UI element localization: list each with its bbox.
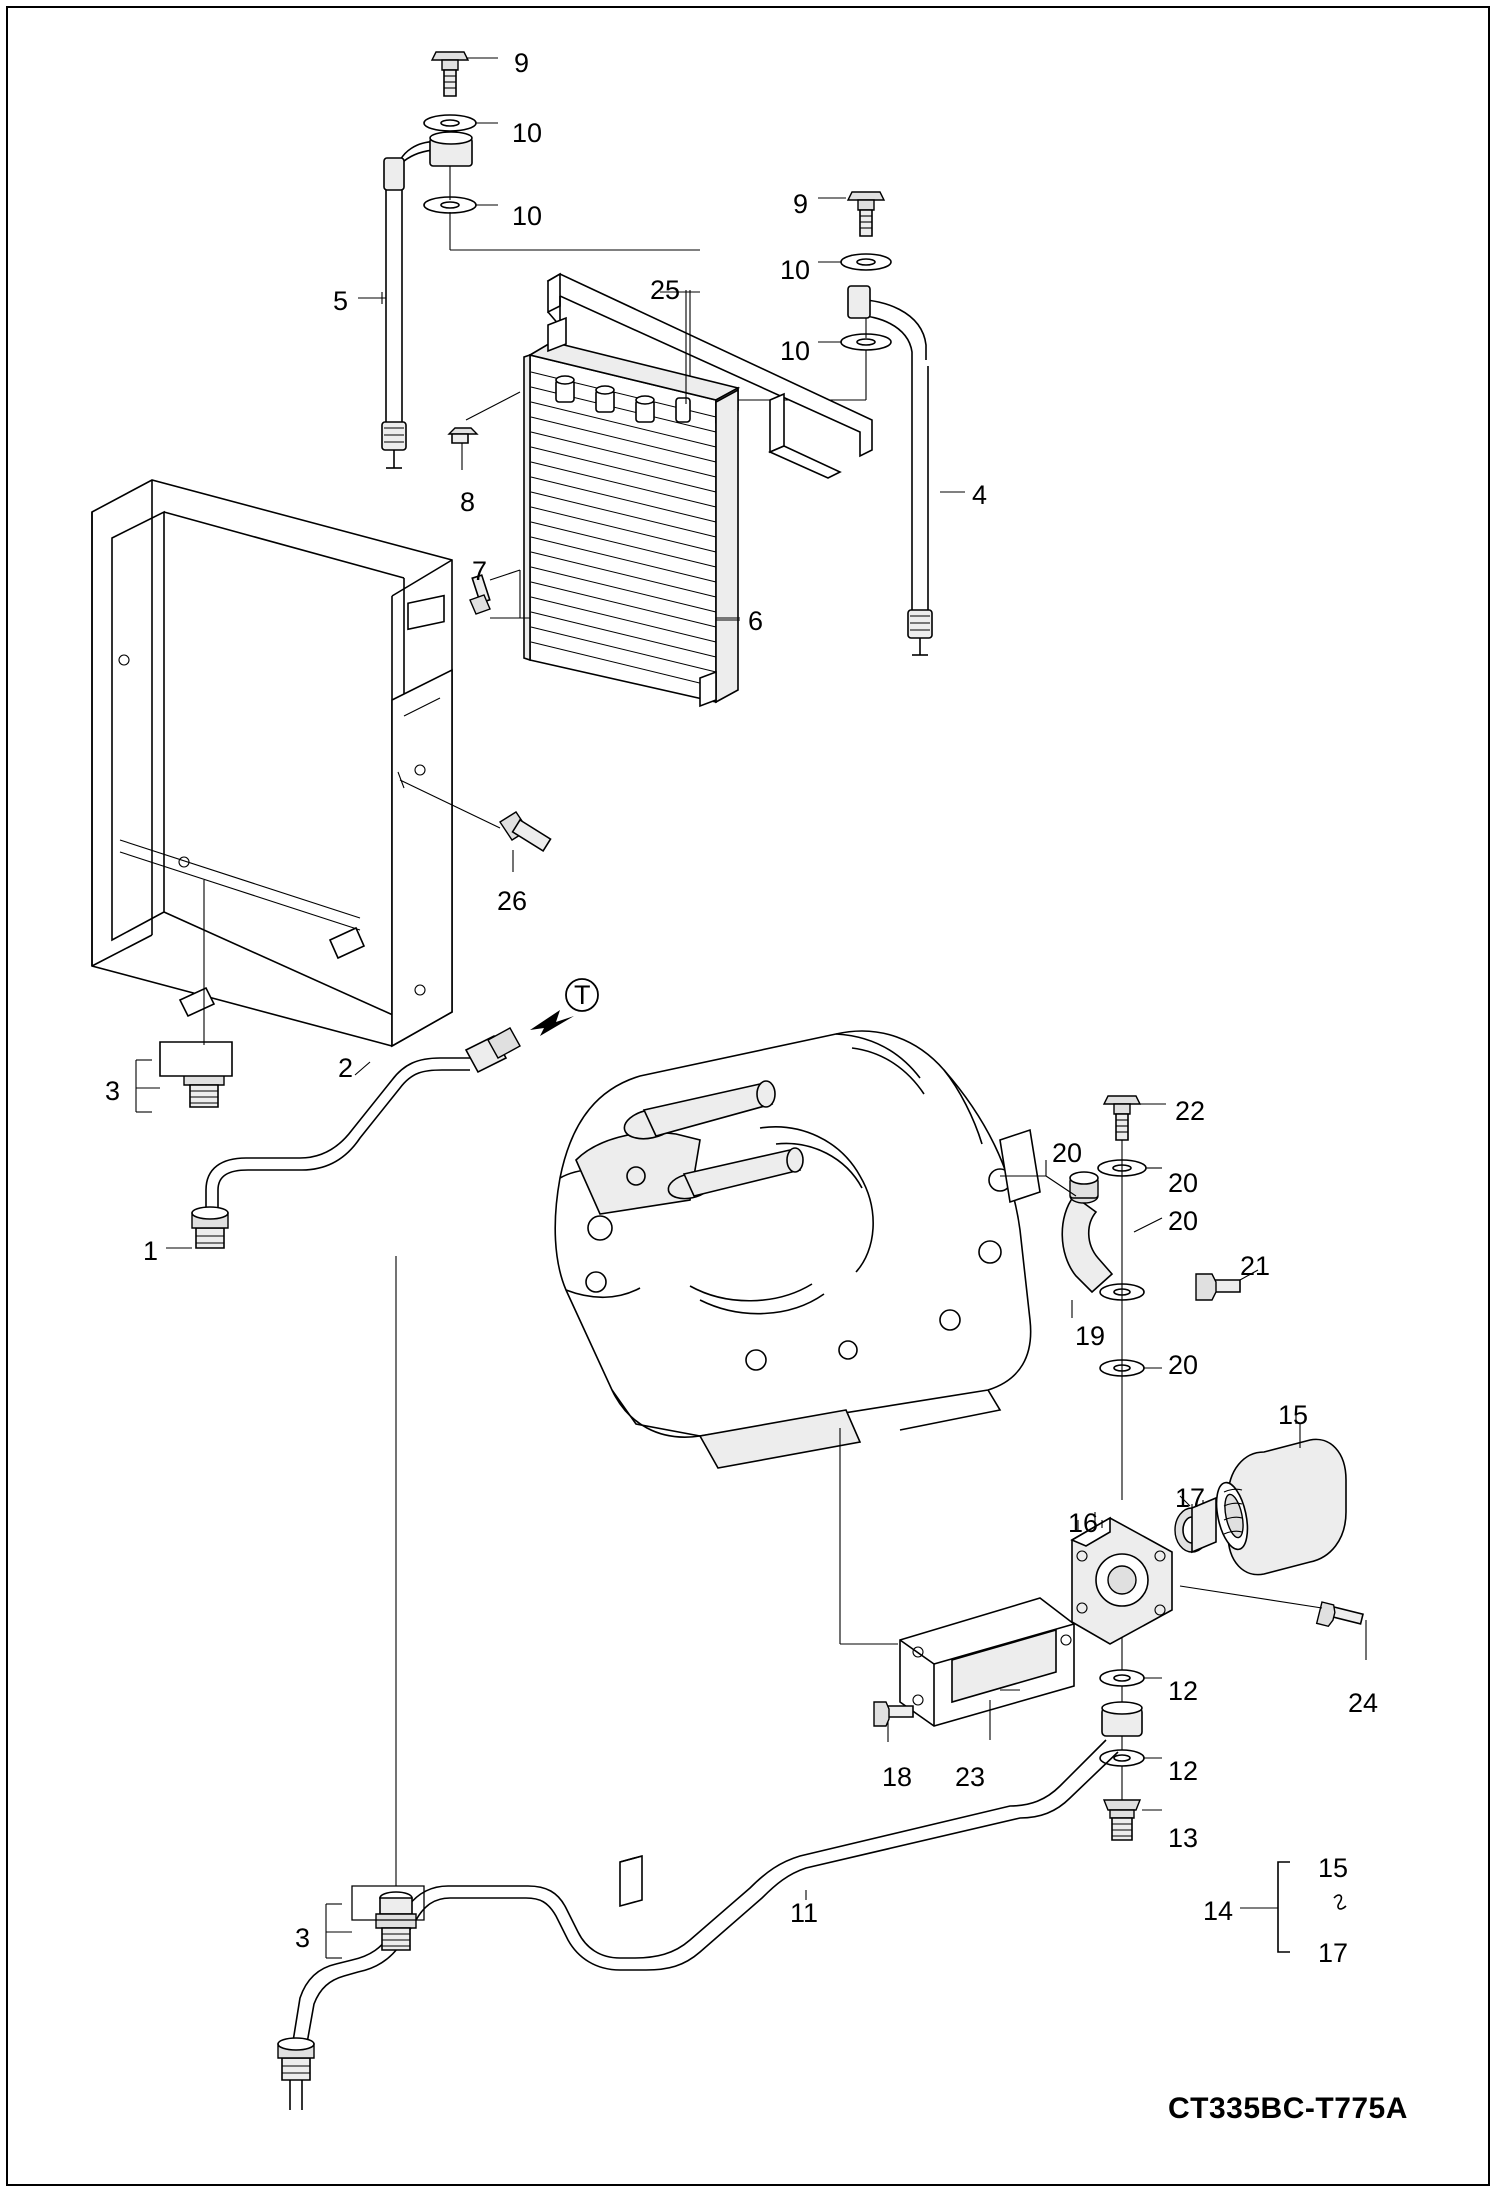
part-1-end-fitting bbox=[192, 1207, 228, 1248]
callout-24: 24 bbox=[1348, 1688, 1379, 1718]
callout-16: 16 bbox=[1068, 1508, 1099, 1538]
callout-1: 1 bbox=[143, 1236, 159, 1266]
callout-21: 21 bbox=[1240, 1251, 1271, 1281]
callout-20-c: 20 bbox=[1168, 1206, 1199, 1236]
part-connector-left bbox=[430, 132, 472, 166]
part-15-oil-filter bbox=[1211, 1424, 1346, 1575]
part-24-bolt bbox=[1180, 1586, 1366, 1660]
callout-9-right: 9 bbox=[793, 189, 809, 219]
callout-17-seal: 17 bbox=[1175, 1483, 1206, 1513]
part-3-fitting-lower bbox=[352, 1886, 424, 1950]
drawing-code: CT335BC-T775A bbox=[1168, 2092, 1408, 2125]
callout-12-lower: 12 bbox=[1168, 1756, 1199, 1786]
part-10-washer-left-lower bbox=[424, 197, 498, 213]
part-13-plug bbox=[1104, 1800, 1162, 1840]
part-23-bracket bbox=[840, 1428, 1074, 1740]
callout-20-d: 20 bbox=[1168, 1350, 1199, 1380]
callout-9-left: 9 bbox=[514, 48, 530, 78]
callout-13: 13 bbox=[1168, 1823, 1199, 1853]
callout-4: 4 bbox=[972, 480, 988, 510]
callout-10-right-lower: 10 bbox=[780, 336, 811, 366]
callout-22: 22 bbox=[1175, 1096, 1206, 1126]
callout-18: 18 bbox=[882, 1762, 913, 1792]
callout-23: 23 bbox=[955, 1762, 986, 1792]
callout-19: 19 bbox=[1075, 1321, 1106, 1351]
part-18-bolt bbox=[874, 1702, 913, 1742]
callout-17-kit: 17 bbox=[1318, 1938, 1349, 1968]
callout-3-upper: 3 bbox=[105, 1076, 121, 1106]
part-11-tube-elbow-top bbox=[1102, 1702, 1142, 1736]
callout-10-left-lower: 10 bbox=[512, 201, 543, 231]
callout-25: 25 bbox=[650, 275, 681, 305]
callout-14-kit: 14 bbox=[1203, 1896, 1234, 1926]
callout-15-kit: 15 bbox=[1318, 1853, 1349, 1883]
part-5-hose bbox=[358, 142, 455, 468]
callout-20-b: 20 bbox=[1168, 1168, 1199, 1198]
callout-20-a: 20 bbox=[1052, 1138, 1083, 1168]
callout-12-upper: 12 bbox=[1168, 1676, 1199, 1706]
part-10-washer-left-upper bbox=[424, 115, 498, 131]
part-10-washer-right-lower bbox=[818, 334, 891, 350]
part-22-bolt bbox=[1104, 1096, 1166, 1140]
part-9-bolt-right bbox=[818, 192, 884, 236]
callout-5: 5 bbox=[333, 286, 349, 316]
part-6-oil-cooler bbox=[524, 318, 740, 706]
callout-2: 2 bbox=[338, 1053, 354, 1083]
callout-6: 6 bbox=[748, 606, 764, 636]
callout-T-arrow: T bbox=[574, 980, 591, 1010]
callout-3-lower: 3 bbox=[295, 1923, 311, 1953]
leader-lines bbox=[686, 290, 1296, 1690]
transmission-housing bbox=[555, 1031, 1040, 1468]
callout-8: 8 bbox=[460, 487, 476, 517]
callout-10-left-upper: 10 bbox=[512, 118, 543, 148]
part-10-washer-right-upper bbox=[818, 254, 891, 270]
callout-26: 26 bbox=[497, 886, 528, 916]
callout-11: 11 bbox=[790, 1898, 819, 1928]
callout-7: 7 bbox=[472, 556, 488, 586]
part-2-radiator-frame bbox=[92, 480, 452, 1046]
part-3-fitting-upper bbox=[160, 1042, 232, 1107]
callout-15-filter: 15 bbox=[1278, 1400, 1309, 1430]
callout-10-right-upper: 10 bbox=[780, 255, 811, 285]
part-8-bolt bbox=[449, 392, 520, 470]
part-11-end-fitting bbox=[278, 2038, 314, 2110]
part-9-bolt-left bbox=[432, 52, 498, 96]
